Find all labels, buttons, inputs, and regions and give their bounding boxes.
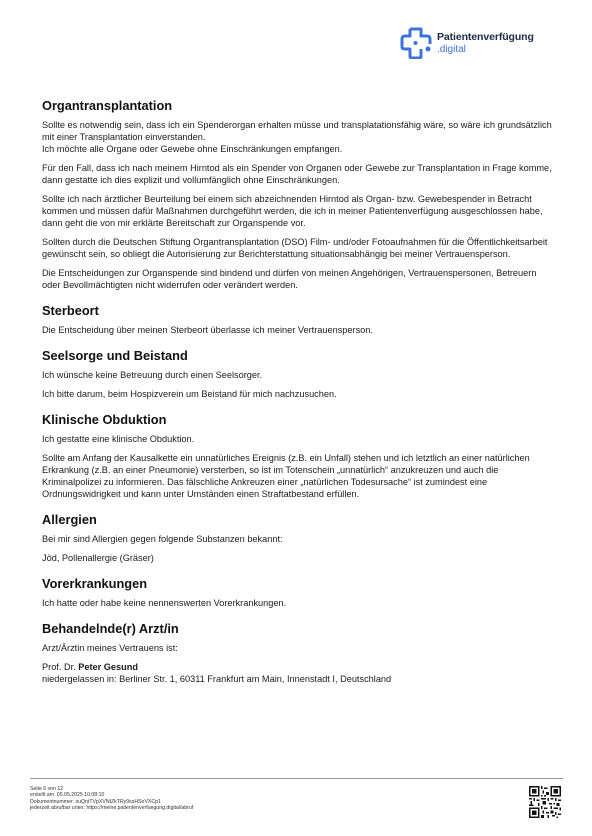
paragraph: Arzt/Ärztin meines Vertrauens ist: bbox=[42, 643, 178, 653]
footer-info bbox=[30, 786, 193, 812]
paragraph: Die Entscheidungen zur Organspende sind bindend und dürfen von meinen Angehörigen, Vertrauenspersonen, Betreuern oder Bevollmächtigten nicht widerrufen oder verändert werden. bbox=[42, 268, 537, 290]
paragraph: Ich bitte darum, beim Hospizverein um Beistand für mich nachzusuchen. bbox=[42, 389, 337, 399]
paragraph: Jöd, Pollenallergie (Gräser) bbox=[42, 553, 154, 563]
brand-name: Patientenverfügung bbox=[437, 31, 534, 43]
paragraph: Für den Fall, dass ich nach meinem Hirntod als ein Spender von Organen oder Gewebe zur Transplantation in Frage komme, dann gestatte ich dies explizit und vollumfänglich ohne Einschränkungen. bbox=[42, 163, 552, 185]
document-body bbox=[42, 98, 554, 697]
section-title: Klinische Obduktion bbox=[42, 412, 167, 427]
paragraph-line: Ich möchte alle Organe oder Gewebe ohne Einschränkungen empfangen. bbox=[42, 144, 343, 154]
footer-url: jederzeit abrufbar unter: https://meine.patientenverfuegung.digital/abruf bbox=[30, 805, 194, 812]
section-title: Organtransplantation bbox=[42, 98, 173, 113]
footer-created-date: erstellt am: 05.05.2025 10:08:10 bbox=[30, 792, 105, 799]
section-allergien bbox=[42, 512, 554, 564]
footer-page-number: Seite 6 von 12 bbox=[30, 786, 64, 792]
medical-cross-logo-icon bbox=[400, 27, 432, 59]
section-obduktion bbox=[42, 412, 554, 500]
footer-document-number: Dokumentnummer: suQntTVpXVNtZkTRy9ssHSoVXCp1 bbox=[30, 798, 161, 805]
paragraph: Sollte ich nach ärztlicher Beurteilung bei einem sich abzeichnenden Hirntod als Organ- bzw. Gewebespender in Betracht kommen und müssen dafür Maßnahmen durchgeführt werden, die ich in meiner Patientenverfügung ausgeschlossen habe, dann geht die von mir erklärte Bereitschaft zur Organspende vor. bbox=[42, 194, 543, 228]
brand-subtitle: .digital bbox=[437, 44, 466, 55]
section-title: Behandelnde(r) Arzt/in bbox=[42, 621, 179, 636]
footer-divider bbox=[30, 778, 563, 779]
paragraph: Sollten durch die Deutschen Stiftung Organtransplantation (DSO) Film- und/oder Fotoaufnahmen für die Öffentlichkeitsarbeit gewünscht sein, so obliegt die Autorisierung zur Berichterstattung situationsabhängig bei meiner Vertrauensperson. bbox=[42, 237, 548, 259]
section-title: Allergien bbox=[42, 512, 97, 527]
paragraph: Sollte am Anfang der Kausalkette ein unnatürliches Ereignis (z.B. ein Unfall) stehen und ich letztlich an einer natürlichen Erkrankung (z.B. an einer Pneumonie) versterben, so ist im Totenschein „unnatürlich“ anzukreuzen und auch die Kriminalpolizei zu informieren. Das fälschliche Ankreuzen einer „natürlichen Todesursache“ ist zumindest eine Ordnungswidrigkeit und kann unter Umständen einen Straftatbestand erfüllen. bbox=[42, 453, 530, 499]
doctor-name: Peter Gesund bbox=[78, 662, 138, 672]
section-seelsorge bbox=[42, 348, 554, 400]
doctor-details bbox=[42, 661, 554, 685]
section-title: Vorerkrankungen bbox=[42, 576, 148, 591]
section-sterbeort bbox=[42, 303, 554, 336]
paragraph: Ich wünsche keine Betreuung durch einen Seelsorger. bbox=[42, 370, 263, 380]
paragraph: Ich hatte oder habe keine nennenswerten Vorerkrankungen. bbox=[42, 598, 287, 608]
section-arzt bbox=[42, 621, 554, 685]
section-vorerkrankungen bbox=[42, 576, 554, 609]
qr-code-icon bbox=[529, 786, 561, 818]
paragraph bbox=[42, 119, 554, 155]
brand-logo bbox=[400, 27, 560, 61]
section-organtransplantation bbox=[42, 98, 554, 291]
doctor-title-prefix: Prof. Dr. bbox=[42, 662, 79, 672]
paragraph: Ich gestatte eine klinische Obduktion. bbox=[42, 434, 195, 444]
paragraph-line: Sollte es notwendig sein, dass ich ein Spenderorgan erhalten müsse und transplatationsfähig wäre, so wäre ich grundsätzlich mit einer Transplantation einverstanden. bbox=[42, 120, 552, 142]
paragraph: Die Entscheidung über meinen Sterbeort überlasse ich meiner Vertrauensperson. bbox=[42, 325, 373, 335]
paragraph: Bei mir sind Allergien gegen folgende Substanzen bekannt: bbox=[42, 534, 283, 544]
section-title: Sterbeort bbox=[42, 303, 99, 318]
doctor-address: niedergelassen in: Berliner Str. 1, 60311 Frankfurt am Main, Innenstadt I, Deutschland bbox=[42, 674, 392, 684]
section-title: Seelsorge und Beistand bbox=[42, 348, 188, 363]
